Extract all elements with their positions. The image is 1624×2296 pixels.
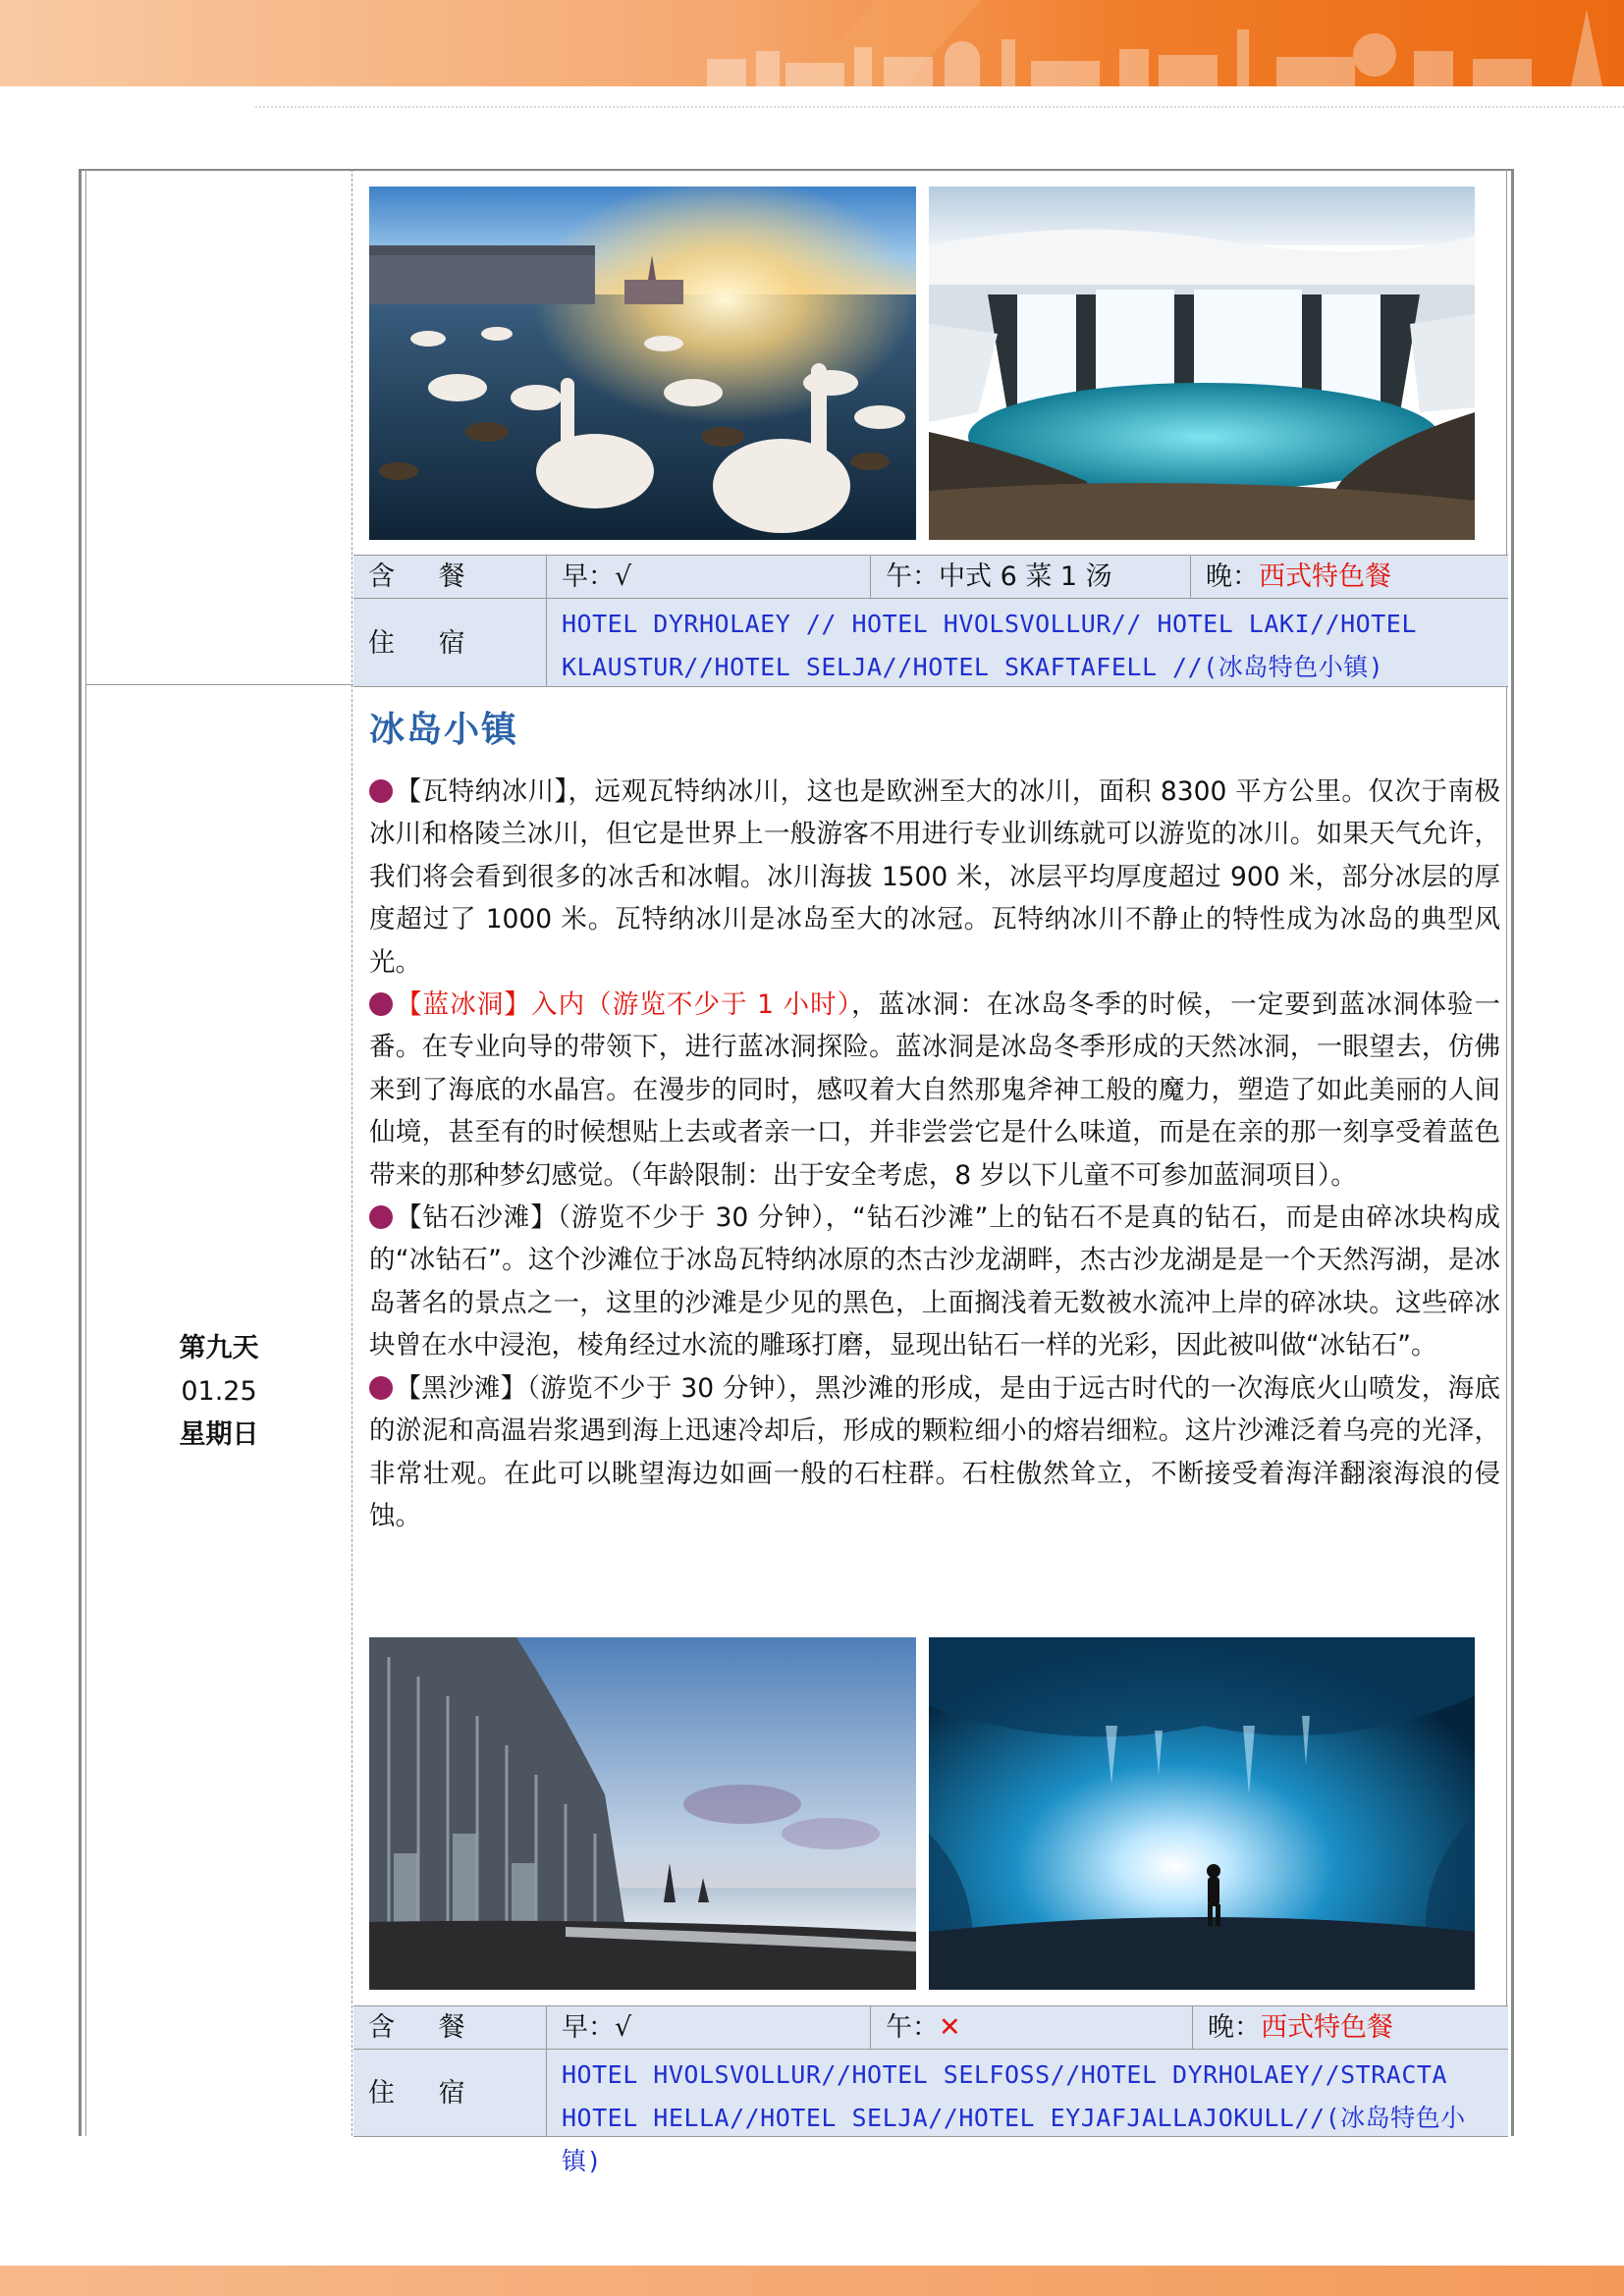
hotel-row [353,2049,1508,2175]
day-info [147,1327,291,1457]
day9-meals-table [353,2005,1508,2175]
lunch-cell: 午：✕ [870,2006,1192,2049]
cross-icon: ✕ [939,2012,961,2043]
bullet-icon [369,1205,393,1229]
day-title: 冰岛小镇 [369,710,519,750]
day8-meals-table [353,555,1508,687]
day-label: 第九天 [179,1333,259,1363]
header-banner [0,0,1624,86]
paragraph-black-beach: 【黑沙滩】（游览不少于 30 分钟），黑沙滩的形成，是由于远古时代的一次海底火山喷发，海底的淤泥和高温岩浆遇到海上迅速冷却后，形成的颗粒细小的熔岩细粒。这片沙滩泛着乌亮的光泽，非常壮观。在此可以眺望海边如画一般的石柱群。石柱傲然耸立，不断接受着海洋翻滚海浪的侵蚀。 [369,1372,1500,1531]
breakfast-cell: 早：√ [546,556,870,598]
hotel-list: HOTEL DYRHOLAEY // HOTEL HVOLSVOLLUR// HOTEL LAKI//HOTEL KLAUSTUR//HOTEL SELJA//HOTEL SKAFTAFELL //(冰岛特色小镇) [562,610,1417,681]
bullet-icon [369,779,393,803]
day-description [369,771,1500,1537]
hotel-label: 住 宿 [368,2078,483,2109]
footer-band [0,2266,1624,2296]
meals-label: 含 餐 [368,561,483,592]
bullet-icon [369,1376,393,1400]
breakfast-cell: 早：√ [546,2006,870,2049]
header-divider [255,106,1624,108]
dinner-cell: 晚：西式特色餐 [1190,556,1508,598]
hotel-row [353,598,1508,687]
basalt-beach-photo [369,1637,916,1990]
lunch-cell: 午：中式 6 菜 1 汤 [870,556,1190,598]
meals-label: 含 餐 [368,2012,483,2043]
day-date: 01.25 [181,1376,257,1407]
ice-cave-photo [929,1637,1475,1990]
hotel-label: 住 宿 [368,628,483,659]
day-weekday: 星期日 [179,1419,259,1450]
meals-row [353,555,1508,599]
dinner-cell: 晚：西式特色餐 [1192,2006,1508,2049]
hotel-list: HOTEL HVOLSVOLLUR//HOTEL SELFOSS//HOTEL DYRHOLAEY//STRACTA HOTEL HELLA//HOTEL SELJA//HOTEL EYJAFJALLAJOKULL//(冰岛特色小镇) [562,2060,1466,2175]
waterfall-photo [929,187,1475,540]
meals-row [353,2005,1508,2050]
swans-photo [369,187,916,540]
city-skyline-decoration [687,0,1624,86]
paragraph-ice-cave: 【蓝冰洞】入内（游览不少于 1 小时），蓝冰洞：在冰岛冬季的时候，一定要到蓝冰洞体验一番。在专业向导的带领下，进行蓝冰洞探险。蓝冰洞是冰岛冬季形成的天然冰洞，一眼望去，仿佛来到了海底的水晶宫。在漫步的同时，感叹着大自然那鬼斧神工般的魔力，塑造了如此美丽的人间仙境，甚至有的时候想贴上去或者亲一口，并非尝尝它是什么味道，而是在亲的那一刻享受着蓝色带来的那种梦幻感觉。（年龄限制：出于安全考虑，8 岁以下儿童不可参加蓝洞项目）。 [369,989,1500,1191]
paragraph-diamond-beach: 【钻石沙滩】（游览不少于 30 分钟），“钻石沙滩”上的钻石不是真的钻石，而是由碎冰块构成的“冰钻石”。这个沙滩位于冰岛瓦特纳冰原的杰古沙龙湖畔，杰古沙龙湖是是一个天然泻湖，是冰岛著名的景点之一，这里的沙滩是少见的黑色，上面搁浅着无数被水流冲上岸的碎冰块。这些碎冰块曾在水中浸泡，棱角经过水流的雕琢打磨，显现出钻石一样的光彩，因此被叫做“冰钻石”。 [369,1202,1500,1362]
paragraph-glacier: 【瓦特纳冰川】，远观瓦特纳冰川，这也是欧洲至大的冰川，面积 8300 平方公里。仅次于南极冰川和格陵兰冰川，但它是世界上一般游客不用进行专业训练就可以游览的冰川。如果天气允许，我们将会看到很多的冰舌和冰帽。冰川海拔 1500 米，冰层平均厚度超过 900 米，部分冰层的厚度超过了 1000 米。瓦特纳冰川是冰岛至大的冰冠。瓦特纳冰川不静止的特性成为冰岛的典型风光。 [369,776,1500,978]
bullet-icon [369,992,393,1016]
